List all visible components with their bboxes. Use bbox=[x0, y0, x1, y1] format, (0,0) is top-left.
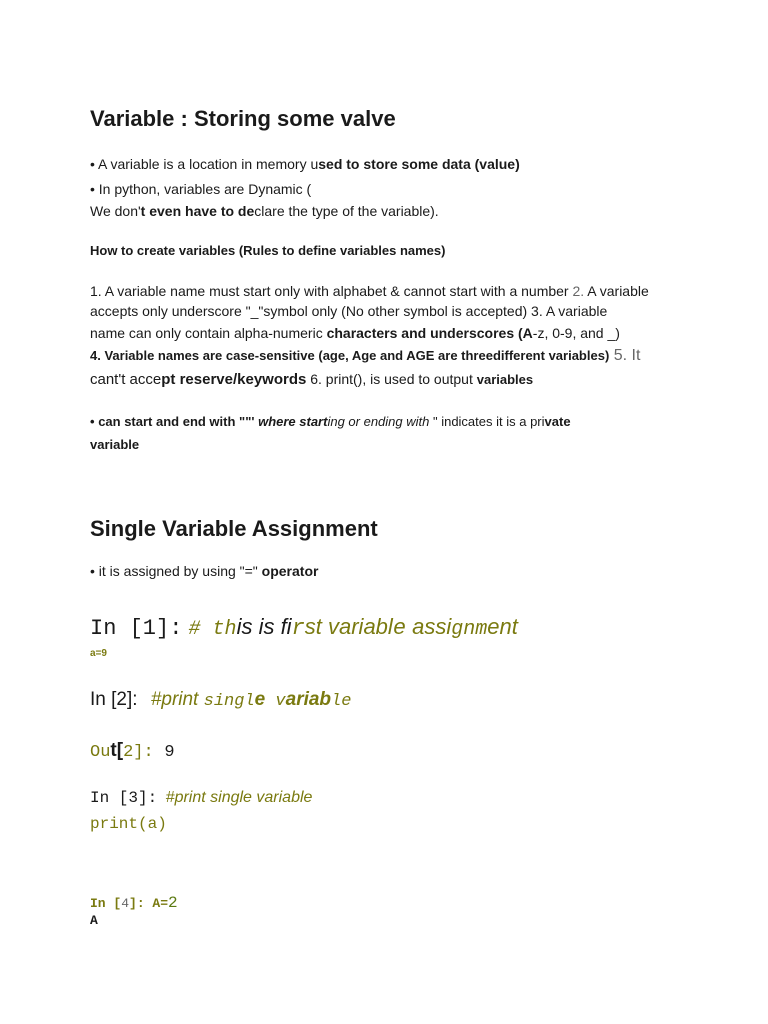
rules-line-5 bbox=[90, 371, 533, 389]
cell-prompt: In [2]: bbox=[90, 689, 138, 710]
output-prompt: Ou bbox=[90, 743, 111, 762]
bullet-variable-definition bbox=[90, 156, 520, 172]
text-span: -z, 0-9, and _) bbox=[532, 325, 620, 341]
cell-prompt: 4 bbox=[121, 896, 130, 911]
comment-span: v bbox=[265, 692, 286, 711]
bullet-marker: • bbox=[90, 563, 95, 579]
text-span-bold: t even have to de bbox=[140, 203, 255, 219]
comment-span: #print bbox=[150, 689, 204, 710]
code-value: 2 bbox=[168, 894, 178, 912]
cell-prompt: In [1]: bbox=[90, 616, 183, 641]
comment-span: ent bbox=[487, 614, 518, 639]
rules-line-2: accepts only underscore "_"symbol only (No other symbol is accepted) 3. A variable bbox=[90, 303, 608, 319]
text-span: it is assigned by using "=" bbox=[98, 563, 262, 579]
comment-span: e bbox=[392, 616, 407, 641]
comment-span: st variabl bbox=[304, 614, 393, 639]
bullet-assigned-operator bbox=[90, 563, 318, 579]
comment-span: e bbox=[254, 689, 266, 710]
text-span-bold: operator bbox=[261, 563, 319, 579]
code-cell-2 bbox=[90, 689, 351, 711]
comment-span: le bbox=[331, 692, 352, 711]
text-span-bold: can start and end with ""' bbox=[98, 414, 259, 429]
cell-prompt: In [ bbox=[90, 896, 122, 911]
comment-span: # th bbox=[188, 618, 237, 641]
text-span: 2. bbox=[572, 283, 585, 299]
output-prompt: t[ bbox=[110, 740, 124, 761]
text-span: We don' bbox=[90, 203, 141, 219]
declare-type-line bbox=[90, 203, 439, 219]
output-prompt: 2]: bbox=[123, 743, 154, 762]
text-span: clare the type of the variable). bbox=[254, 203, 439, 219]
comment-span: is is fi bbox=[236, 614, 292, 639]
bullet-text: In python, variables are Dynamic ( bbox=[98, 181, 312, 197]
rules-line-1 bbox=[90, 283, 649, 299]
bullet-marker: • bbox=[90, 414, 95, 429]
comment-span: ariab bbox=[285, 689, 332, 710]
text-span: cant't acce bbox=[90, 371, 162, 388]
bullet-marker: • bbox=[90, 156, 95, 172]
text-span-italic: ing or ending with bbox=[327, 414, 430, 429]
code-line-a-equals-9: a=9 bbox=[90, 648, 107, 659]
rules-heading: How to create variables (Rules to define variables names) bbox=[90, 243, 446, 258]
text-span: 6. print(), is used to output bbox=[306, 371, 477, 387]
comment-span: r bbox=[291, 616, 305, 641]
code-cell-4 bbox=[90, 894, 178, 912]
comment-span: gnm bbox=[451, 618, 488, 641]
section-title-assignment: Single Variable Assignment bbox=[90, 516, 378, 541]
private-variable-note-cont: variable bbox=[90, 437, 140, 452]
comment-span: singl bbox=[203, 692, 255, 711]
private-variable-note bbox=[90, 414, 571, 429]
rules-line-3 bbox=[90, 325, 620, 341]
text-span: 1. A variable name must start only with alphabet & cannot start with a number bbox=[90, 283, 573, 299]
bullet-text: A variable is a location in memory u bbox=[98, 156, 319, 172]
section-title-variable: Variable : Storing some valve bbox=[90, 106, 396, 131]
cell-prompt: In [3]: bbox=[90, 789, 158, 807]
output-cell-2 bbox=[90, 740, 175, 762]
text-span-bold: 4. Variable names are case-sensitive (age, Age and AGE are threedifferent variables) bbox=[90, 348, 610, 363]
text-span: A variable bbox=[584, 283, 649, 299]
text-span: name can only contain alpha-numeric bbox=[90, 325, 327, 341]
text-span-bold: vate bbox=[544, 414, 571, 429]
text-span: " indicates it is a pri bbox=[429, 414, 545, 429]
code-line-a: A bbox=[90, 913, 98, 928]
code-cell-1 bbox=[90, 614, 518, 641]
rules-line-4 bbox=[90, 347, 640, 365]
output-value: 9 bbox=[164, 743, 175, 762]
code-cell-3 bbox=[90, 789, 312, 807]
comment-span: assi bbox=[406, 614, 452, 639]
text-span-bold: pt reserve/keywords bbox=[161, 371, 307, 388]
bullet-dynamic bbox=[90, 181, 311, 197]
text-span-bold-italic: where start bbox=[258, 414, 328, 429]
comment-span: #print single variable bbox=[165, 789, 313, 806]
bullet-marker: • bbox=[90, 181, 95, 197]
text-span: 5. It bbox=[609, 347, 641, 364]
text-span-bold: characters and underscores (A bbox=[326, 325, 533, 341]
bullet-text-bold: sed to store some data (value) bbox=[318, 156, 520, 172]
text-span-bold: variables bbox=[476, 372, 534, 387]
code-line-print-a: print(a) bbox=[90, 815, 167, 833]
cell-prompt: ]: A= bbox=[129, 896, 169, 911]
